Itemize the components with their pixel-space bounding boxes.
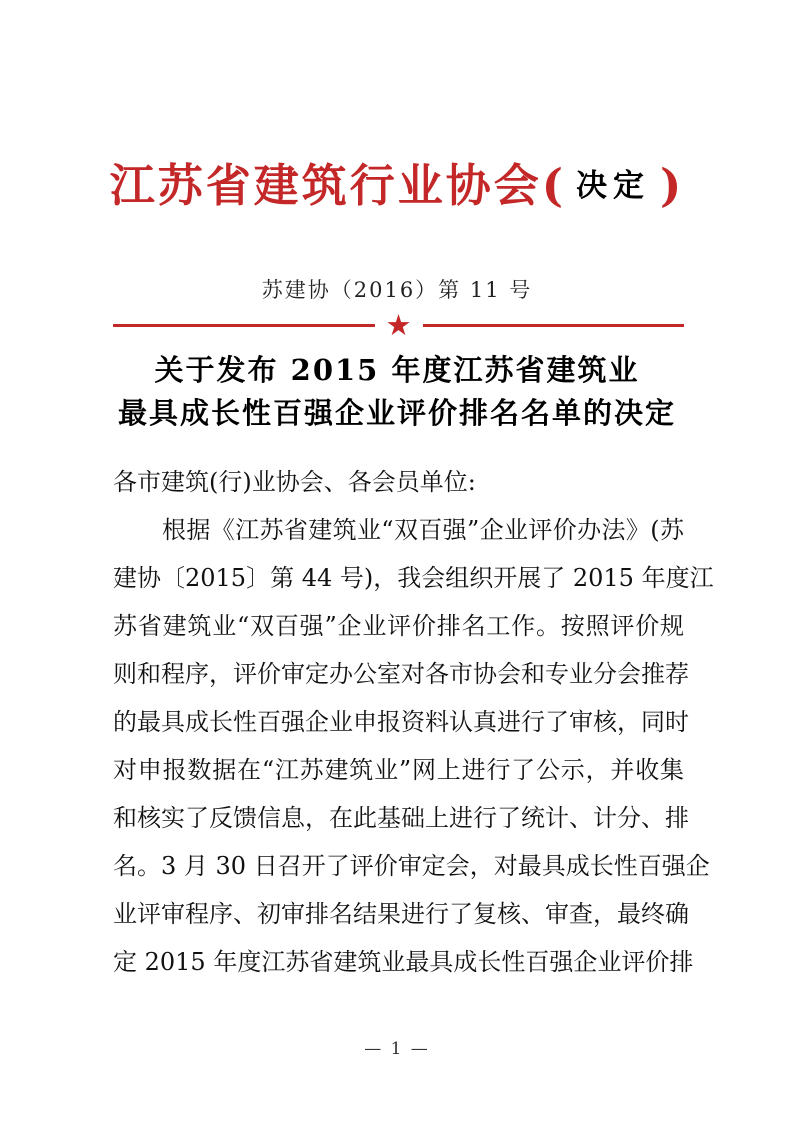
body-text-line: 业评审程序、初审排名结果进行了复核、审查，最终确: [113, 900, 689, 928]
page-number: — 1 —: [364, 1039, 430, 1059]
body-text-line: 定 2015 年度江苏省建筑业最具成长性百强企业评价排: [113, 948, 694, 976]
document-title: [0, 349, 794, 435]
body-text-line: 对申报数据在“江苏建筑业”网上进行了公示，并收集: [113, 756, 684, 784]
body-text-line: 根据《江苏省建筑业“双百强”企业评价办法》(苏: [162, 516, 684, 544]
title-line-1: 关于发布 2015 年度江苏省建筑业: [154, 353, 640, 387]
letterhead: [0, 159, 794, 212]
body-text-line: 则和程序，评价审定办公室对各市协会和专业分会推荐: [113, 660, 689, 688]
document-number: 苏建协（2016）第 11 号: [261, 278, 533, 302]
divider-line-right: [423, 324, 685, 327]
body-text-line: 苏省建筑业“双百强”企业评价排名工作。按照评价规: [113, 612, 684, 640]
star-icon: ★: [385, 308, 412, 342]
red-divider: [113, 308, 684, 342]
title-line-2: 最具成长性百强企业评价排名名单的决定: [117, 396, 676, 430]
body-text-line: 名。3 月 30 日召开了评价审定会，对最具成长性百强企: [113, 852, 710, 880]
body-text-line: 建协〔2015〕第 44 号)，我会组织开展了 2015 年度江: [113, 564, 714, 592]
document-body: [113, 458, 714, 986]
org-name-text: 江苏省建筑行业协会(: [109, 159, 566, 212]
salutation-line: 各市建筑(行)业协会、各会员单位:: [113, 468, 476, 496]
doc-type-text: 决定: [576, 168, 650, 204]
divider-line-left: [113, 324, 375, 327]
body-text-line: 和核实了反馈信息，在此基础上进行了统计、计分、排: [113, 804, 689, 832]
closing-paren-text: ): [660, 159, 685, 212]
body-text-line: 的最具成长性百强企业申报资料认真进行了审核，同时: [113, 708, 689, 736]
